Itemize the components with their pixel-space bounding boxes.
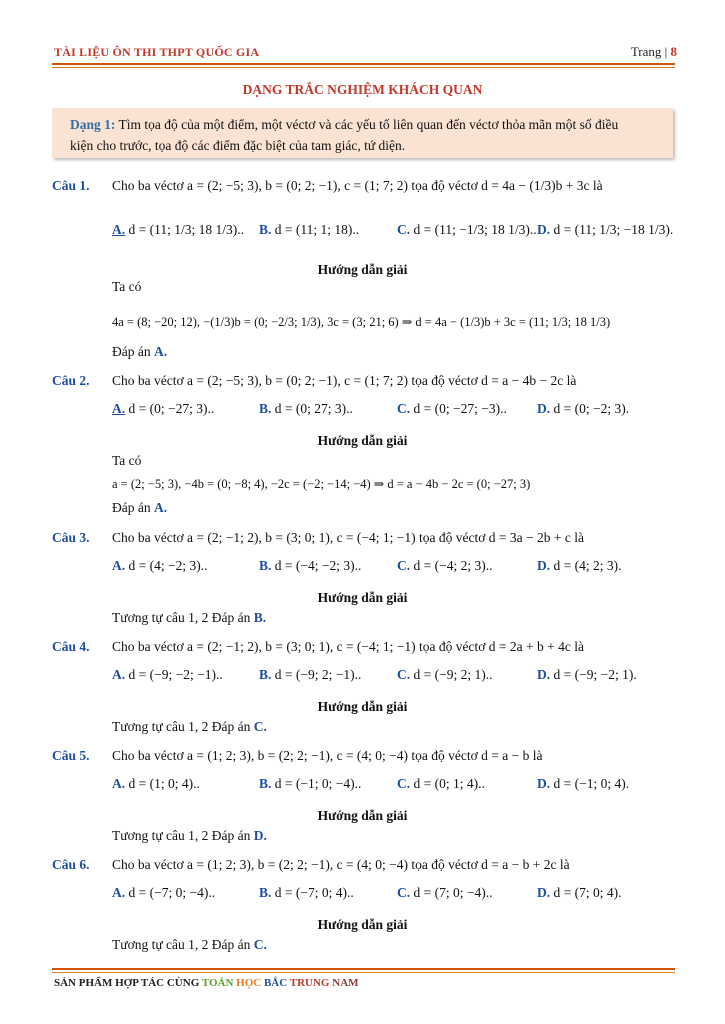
option-a[interactable]: A. d = (−9; −2; −1).. [112, 667, 223, 682]
solution-work: a = (2; −5; 3), −4b = (0; −8; 4), −2c = (−2; −14; −4) ⇒ d = a − 4b − 2c = (0; −27; 3) [112, 477, 531, 491]
option-a[interactable]: A. d = (4; −2; 3).. [112, 558, 208, 573]
option-b[interactable]: B. d = (−1; 0; −4).. [259, 776, 362, 791]
solution-heading: Hướng dẫn giải [317, 917, 408, 932]
solution-answer: Tương tự câu 1, 2 Đáp án C. [112, 719, 267, 734]
question-text: Cho ba véctơ a = (2; −1; 2), b = (3; 0; 1), c = (−4; 1; −1) tọa độ véctơ d = 2a + b + 4c là [112, 639, 584, 654]
option-d[interactable]: D. d = (0; −2; 3). [537, 401, 630, 416]
option-c[interactable]: C. d = (7; 0; −4).. [397, 885, 493, 900]
option-b[interactable]: B. d = (−9; 2; −1).. [259, 667, 362, 682]
option-c[interactable]: C. d = (0; 1; 4).. [397, 776, 485, 791]
option-c[interactable]: C. d = (0; −27; −3).. [397, 401, 507, 416]
question-text: Cho ba véctơ a = (2; −5; 3), b = (0; 2; −1), c = (1; 7; 2) tọa độ véctơ d = a − 4b − 2c là [112, 373, 577, 388]
solution-heading: Hướng dẫn giải [317, 808, 408, 823]
question-text: Cho ba véctơ a = (1; 2; 3), b = (2; 2; −1), c = (4; 0; −4) tọa độ véctơ d = a − b là [112, 748, 543, 763]
option-b[interactable]: B. d = (0; 27; 3).. [259, 401, 353, 416]
option-d[interactable]: D. d = (−1; 0; 4). [537, 776, 630, 791]
option-b[interactable]: B. d = (−4; −2; 3).. [259, 558, 362, 573]
question-number: Câu 5. [52, 748, 90, 763]
page-footer: SẢN PHẨM HỢP TÁC CÙNG TOÁN HỌC BẮC TRUNG NAM [54, 977, 359, 989]
dang-box [52, 108, 673, 158]
question-text: Cho ba véctơ a = (2; −1; 2), b = (3; 0; 1), c = (−4; 1; −1) tọa độ véctơ d = 3a − 2b + c là [112, 530, 584, 545]
option-a[interactable]: A. d = (−7; 0; −4).. [112, 885, 216, 900]
option-d[interactable]: D. d = (4; 2; 3). [537, 558, 622, 573]
header-title: TÀI LIỆU ÔN THI THPT QUỐC GIA [54, 45, 260, 59]
option-c[interactable]: C. d = (−4; 2; 3).. [397, 558, 493, 573]
solution-answer: Đáp án A. [112, 344, 168, 359]
solution-heading: Hướng dẫn giải [317, 262, 408, 277]
solution-answer: Đáp án A. [112, 500, 168, 515]
option-d[interactable]: D. d = (11; 1/3; −18 1/3). [537, 222, 674, 237]
question-number: Câu 1. [52, 178, 90, 193]
option-a[interactable]: A. d = (0; −27; 3).. [112, 401, 215, 416]
question-text: Cho ba véctơ a = (2; −5; 3), b = (0; 2; −1), c = (1; 7; 2) tọa độ véctơ d = 4a − (1/3)b + 3c là [112, 178, 603, 193]
question-number: Câu 3. [52, 530, 90, 545]
question-text: Cho ba véctơ a = (1; 2; 3), b = (2; 2; −1), c = (4; 0; −4) tọa độ véctơ d = a − b + 2c là [112, 857, 570, 872]
option-d[interactable]: D. d = (−9; −2; 1). [537, 667, 637, 682]
section-title: DẠNG TRẮC NGHIỆM KHÁCH QUAN [242, 82, 483, 97]
option-c[interactable]: C. d = (−9; 2; 1).. [397, 667, 493, 682]
solution-answer: Tương tự câu 1, 2 Đáp án D. [112, 828, 267, 843]
option-c[interactable]: C. d = (11; −1/3; 18 1/3).. [397, 222, 537, 237]
footer-rule [52, 968, 675, 970]
solution-heading: Hướng dẫn giải [317, 699, 408, 714]
header-rule [52, 63, 675, 65]
solution-heading: Hướng dẫn giải [317, 590, 408, 605]
solution-intro: Ta có [112, 279, 142, 294]
dang-text-line1: Tìm tọa độ của một điểm, một véctơ và các yếu tố liên quan đến véctơ thỏa mãn một số điều [118, 117, 619, 132]
footer-rule-thin [52, 972, 675, 973]
solution-answer: Tương tự câu 1, 2 Đáp án C. [112, 937, 267, 952]
question-number: Câu 4. [52, 639, 90, 654]
solution-heading: Hướng dẫn giải [317, 433, 408, 448]
option-b[interactable]: B. d = (11; 1; 18).. [259, 222, 360, 237]
solution-answer: Tương tự câu 1, 2 Đáp án B. [112, 610, 267, 625]
header-rule-thin [52, 67, 675, 68]
dang-text-line2: kiện cho trước, tọa độ các điểm đặc biệt của tam giác, tứ diện. [70, 138, 406, 153]
question-number: Câu 2. [52, 373, 90, 388]
dang-label: Dạng 1: [70, 117, 116, 132]
page-number: Trang | 8 [630, 44, 677, 59]
solution-intro: Ta có [112, 453, 142, 468]
option-d[interactable]: D. d = (7; 0; 4). [537, 885, 622, 900]
option-a[interactable]: A. d = (11; 1/3; 18 1/3).. [112, 222, 244, 237]
option-a[interactable]: A. d = (1; 0; 4).. [112, 776, 200, 791]
solution-work: 4a = (8; −20; 12), −(1/3)b = (0; −2/3; 1/3), 3c = (3; 21; 6) ⇒ d = 4a − (1/3)b + 3c = (11; 1/3; 18 1/3) [112, 315, 611, 329]
question-number: Câu 6. [52, 857, 90, 872]
option-b[interactable]: B. d = (−7; 0; 4).. [259, 885, 354, 900]
